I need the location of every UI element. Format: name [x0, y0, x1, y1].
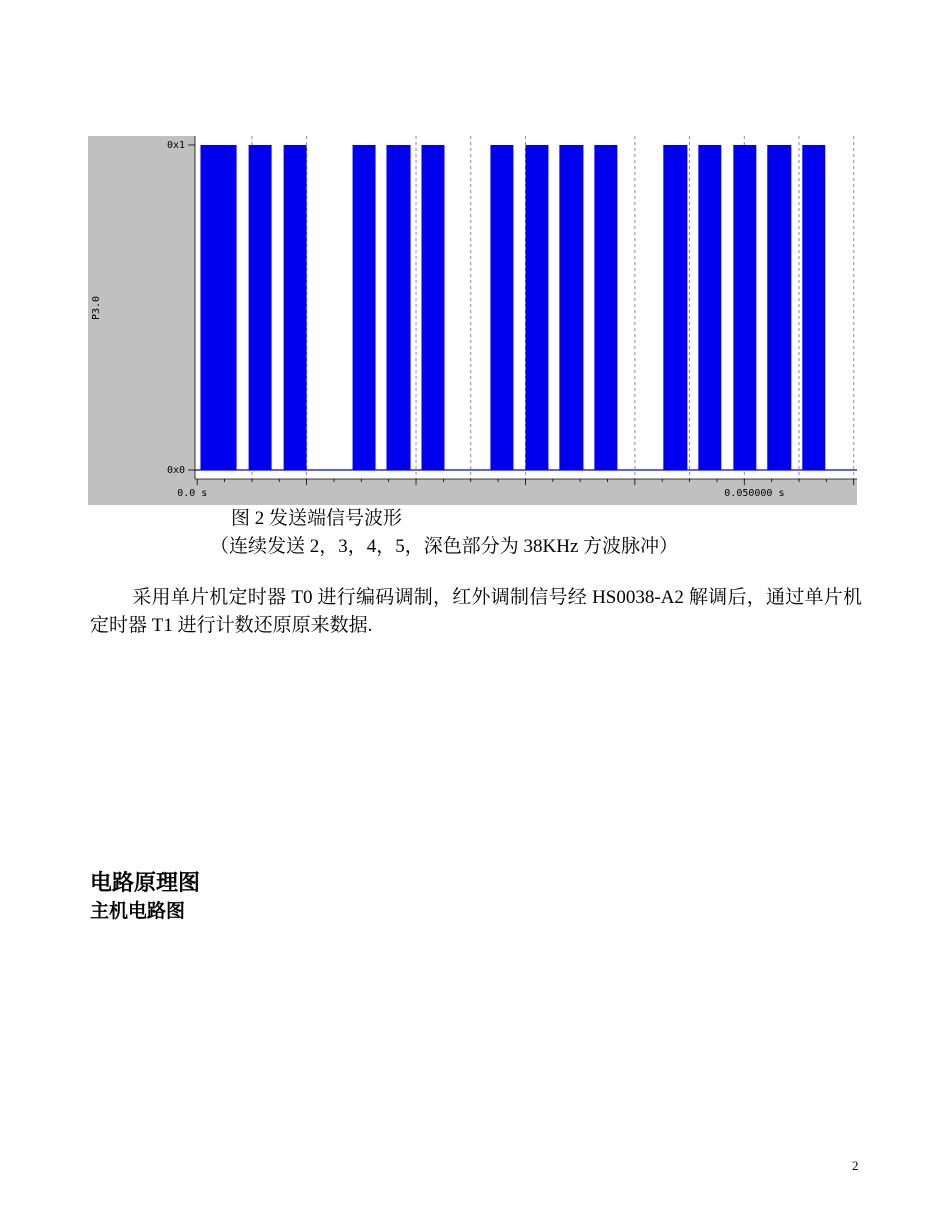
pulse-3	[353, 145, 376, 470]
pulse-11	[698, 145, 721, 470]
pulse-5	[422, 145, 445, 470]
pulse-2	[284, 145, 307, 470]
pulse-8	[559, 145, 583, 470]
pulse-13	[767, 145, 791, 470]
pulse-14	[802, 145, 825, 470]
pulse-1	[249, 145, 272, 470]
x-tick-label-0: 0.0 s	[177, 488, 208, 499]
pulse-7	[525, 145, 548, 470]
figure-caption-title: 图 2 发送端信号波形	[231, 508, 403, 529]
pulse-4	[386, 145, 410, 470]
section-heading: 电路原理图	[90, 871, 201, 896]
y-tick-label-0: 0x0	[166, 465, 185, 476]
pulse-6	[490, 145, 513, 470]
body-paragraph	[90, 584, 862, 640]
body-paragraph-text: 采用单片机定时器 T0 进行编码调制，红外调制信号经 HS0038-A2 解调后，通过单片机定时器 T1 进行计数还原原来数据.	[90, 587, 862, 636]
y-axis-panel	[88, 136, 195, 505]
subsection-heading: 主机电路图	[90, 900, 186, 922]
figure-caption-subtitle: （连续发送 2，3，4，5，深色部分为 38KHz 方波脉冲）	[210, 536, 679, 557]
pulse-0	[200, 145, 236, 470]
x-tick-label-1: 0.050000 s	[724, 488, 785, 499]
y-tick-label-1: 0x1	[166, 140, 185, 151]
waveform-figure	[88, 136, 857, 505]
y-axis-label: P3.0	[91, 295, 102, 321]
pulse-12	[733, 145, 756, 470]
pulse-10	[663, 145, 687, 470]
waveform-chart	[88, 136, 857, 505]
pulse-9	[594, 145, 617, 470]
page-number: 2	[852, 1158, 859, 1173]
